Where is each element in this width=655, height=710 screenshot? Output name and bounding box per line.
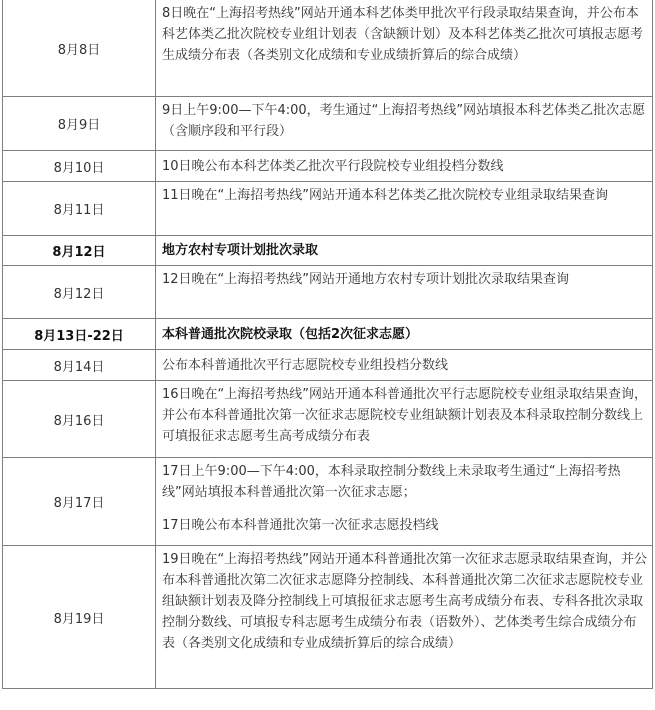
date-cell: 8月14日 xyxy=(3,350,156,381)
description-text: 12日晚在“上海招考热线”网站开通地方农村专项计划批次录取结果查询 xyxy=(162,272,570,287)
description-cell xyxy=(156,350,653,381)
date-cell: 8月12日 xyxy=(3,236,156,266)
description-text: 11日晚在“上海招考热线”网站开通本科艺体类乙批次院校专业组录取结果查询 xyxy=(162,188,609,203)
section-title: 本科普通批次院校录取（包括2次征求志愿） xyxy=(162,326,419,342)
description-text: 17日上午9:00—下午4:00，本科录取控制分数线上未录取考生通过“上海招考热线”网站填报本科普通批次第一次征求志愿； xyxy=(162,464,621,500)
date-cell: 8月12日 xyxy=(3,266,156,319)
table-row xyxy=(3,182,653,236)
section-header-row xyxy=(3,319,653,350)
date-cell: 8月16日 xyxy=(3,381,156,458)
table-row xyxy=(3,0,653,97)
table-row xyxy=(3,266,653,319)
date-cell: 8月11日 xyxy=(3,182,156,236)
table-row xyxy=(3,151,653,182)
date-cell: 8月8日 xyxy=(3,0,156,97)
description-cell xyxy=(156,0,653,97)
table-row xyxy=(3,97,653,151)
admission-schedule-table xyxy=(2,0,653,689)
description-text: 10日晚公布本科艺体类乙批次平行段院校专业组投档分数线 xyxy=(162,158,504,174)
description-cell xyxy=(156,151,653,182)
date-cell: 8月17日 xyxy=(3,458,156,546)
section-title: 地方农村专项计划批次录取 xyxy=(162,243,319,258)
table-row xyxy=(3,458,653,546)
table-row xyxy=(3,546,653,689)
description-text: 公布本科普通批次平行志愿院校专业组投档分数线 xyxy=(162,357,449,373)
description-cell xyxy=(156,458,653,546)
section-header-row xyxy=(3,236,653,266)
description-text: 8日晚在“上海招考热线”网站开通本科艺体类甲批次平行段录取结果查询，并公布本科艺体类乙批次院校专业组计划表（含缺额计划）及本科艺体类乙批次可填报志愿考生成绩分布表（各类别文化成绩和专业成绩折算后的综合成绩） xyxy=(162,6,644,63)
description-cell xyxy=(156,182,653,236)
section-title-cell xyxy=(156,236,653,266)
table-row xyxy=(3,350,653,381)
description-cell xyxy=(156,266,653,319)
section-title-cell xyxy=(156,319,653,350)
description-cell xyxy=(156,381,653,458)
description-text: 9日上午9:00—下午4:00，考生通过“上海招考热线”网站填报本科艺体类乙批次志愿（含顺序段和平行段） xyxy=(162,103,646,139)
description-cell xyxy=(156,97,653,151)
table-row xyxy=(3,381,653,458)
description-cell xyxy=(156,546,653,689)
date-cell: 8月10日 xyxy=(3,151,156,182)
date-cell: 8月13日-22日 xyxy=(3,319,156,350)
description-text: 16日晚在“上海招考热线”网站开通本科普通批次平行志愿院校专业组录取结果查询，并公布本科普通批次第一次征求志愿院校专业组缺额计划表及本科录取控制分数线上可填报征求志愿考生高考成绩分布表 xyxy=(162,387,648,444)
description-text: 19日晚在“上海招考热线”网站开通本科普通批次第一次征求志愿录取结果查询，并公布本科普通批次第二次征求志愿降分控制线、本科普通批次第二次征求志愿院校专业组缺额计划表及降分控制线上可填报征求志愿考生高考成绩分布表、专科各批次录取控制分数线、可填报专科志愿考生成绩分布表（语数外）、艺体类考生综合成绩分布表（各类别文化成绩和专业成绩折算后的综合成绩） xyxy=(162,552,648,651)
date-cell: 8月9日 xyxy=(3,97,156,151)
description-text: 17日晚公布本科普通批次第一次征求志愿投档线 xyxy=(162,518,439,533)
date-cell: 8月19日 xyxy=(3,546,156,689)
